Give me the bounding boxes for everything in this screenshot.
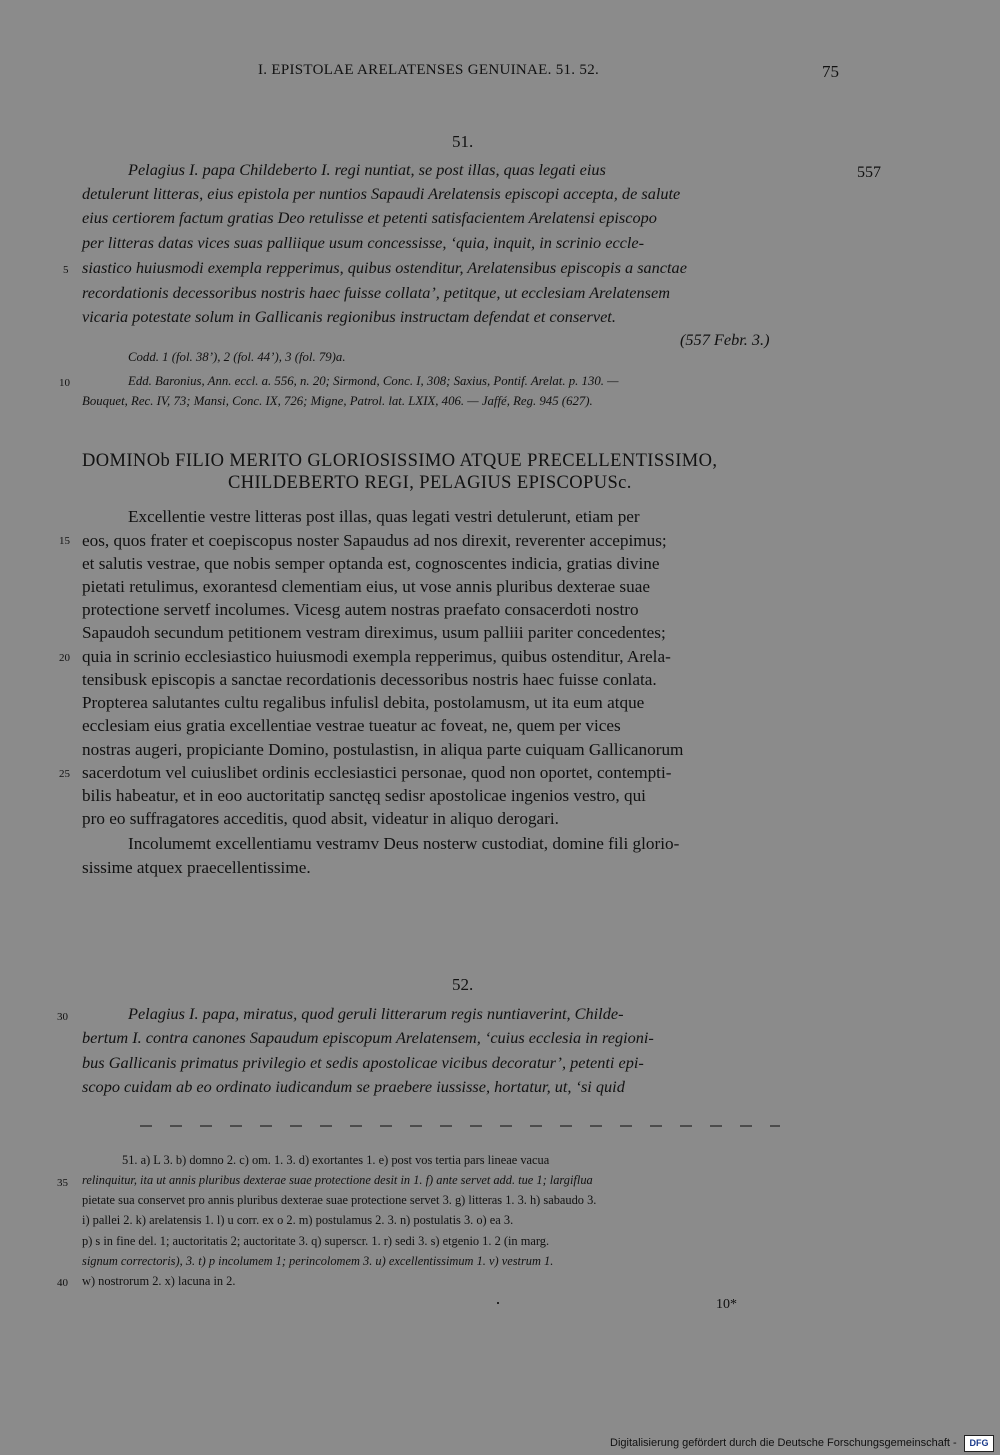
regest-line: vicaria potestate solum in Gallicanis regionibus instructam defendat et conservet. (82, 307, 616, 326)
footnote-line: relinquitur, ita ut annis pluribus dexterae suae protectione desit in 1. f) ante servet add. tue 1; largiflua (82, 1173, 593, 1187)
running-head: I. EPISTOLAE ARELATENSES GENUINAE. 51. 52. (258, 62, 600, 78)
regest-line: bertum I. contra canones Sapaudum episcopum Arelatensem, ‘cuius ecclesia in regioni- (82, 1028, 654, 1047)
regest-line: bus Gallicanis primatus privilegio et sedis apostolicae vicibus decoratur’, petenti epi- (82, 1053, 644, 1072)
body-line: eos, quos frater et coepiscopus noster Sapaudus ad nos direxit, reverenter accepimus; (82, 531, 667, 550)
body-line: et salutis vestrae, que nobis semper optanda est, cognoscentes indicia, gratias divine (82, 554, 660, 573)
footnote-line: 51. a) L 3. b) domno 2. c) om. 1. 3. d) exortantes 1. e) post vos tertia pars lineae vacua (122, 1153, 550, 1167)
stray-mark (497, 1302, 499, 1304)
body-line: bilis habeatur, et in eoo auctoritatip sanctęq sedisr apostolicae ingenios vestro, qui (82, 786, 646, 805)
codd-line: Codd. 1 (fol. 38’), 2 (fol. 44’), 3 (fol. 79)a. (128, 350, 346, 364)
body-line: Propterea salutantes cultu regalibus infulisl debita, postolamusm, ut ita eum atque (82, 693, 645, 712)
regest-line: eius certiorem factum gratias Deo retulisse et petenti satisfacientem Arelatensi episcopo (82, 208, 657, 227)
edd-line: Bouquet, Rec. IV, 73; Mansi, Conc. IX, 726; Migne, Patrol. lat. LXIX, 406. — Jaffé, Reg. 945 (627). (82, 394, 593, 408)
regest-line: Pelagius I. papa, miratus, quod geruli litterarum regis nuntiaverint, Childe- (128, 1004, 624, 1023)
footnote-line: signum correctoris), 3. t) p incolumem 1; perincolomem 3. u) excellentissimum 1. v) vestrum 1. (82, 1254, 554, 1268)
regest-line: scopo cuidam ab eo ordinato iudicandum se praebere iussisse, hortatur, ut, ‘si quid (82, 1077, 625, 1096)
regest-line: detulerunt litteras, eius epistola per nuntios Sapaudi Arelatensis episcopi accepta, de salute (82, 184, 681, 203)
letter-title: DOMINOb FILIO MERITO GLORIOSISSIMO ATQUE PRECELLENTISSIMO, (82, 451, 718, 471)
cut-off-line (140, 1125, 780, 1127)
body-line: Excellentie vestre litteras post illas, quas legati vestri detulerunt, etiam per (128, 507, 640, 526)
regest-line: siastico huiusmodi exempla repperimus, quibus ostenditur, Arelatensibus episcopis a sanctae (82, 258, 687, 277)
footnote-line: pietate sua conservet pro annis pluribus dexterae suae protectione servet 3. g) litteras 1. 3. h) sabaudo 3. (82, 1193, 597, 1207)
line-number: 15 (59, 535, 70, 547)
line-number: 35 (57, 1177, 68, 1189)
body-line: Sapaudoh secundum petitionem vestram direximus, usum palliii pariter concedentes; (82, 623, 666, 642)
signature-mark: 10* (716, 1297, 737, 1312)
footnote-line: p) s in fine del. 1; auctoritatis 2; auctoritate 3. q) superscr. 1. r) sedi 3. s) etgenio 1. 2 (in marg. (82, 1234, 550, 1248)
regest-date: (557 Febr. 3.) (680, 330, 770, 349)
credit-text: Digitalisierung gefördert durch die Deutsche Forschungsgemeinschaft - (610, 1437, 957, 1449)
line-number: 10 (59, 377, 70, 389)
dfg-logo-icon: DFG (964, 1435, 994, 1452)
regest-line: recordationis decessoribus nostris haec fuisse collata’, petitque, ut ecclesiam Arelatensem (82, 283, 670, 302)
line-number: 25 (59, 768, 70, 780)
letter-title: CHILDEBERTO REGI, PELAGIUS EPISCOPUSc. (228, 473, 632, 493)
body-line: pro eo suffragatores acceditis, quod absit, videatur in aliquo derogari. (82, 809, 559, 828)
body-line: protectione servetf incolumes. Vicesg autem nostras praefato consacerdoti nostro (82, 600, 639, 619)
footnote-line: w) nostrorum 2. x) lacuna in 2. (82, 1274, 236, 1288)
page-number: 75 (822, 62, 839, 81)
year-margin: 557 (857, 164, 881, 181)
body-line: sacerdotum vel cuiuslibet ordinis ecclesiastici personae, quod non oportet, contempti- (82, 763, 672, 782)
body-line: pietati retulimus, exorantesd clementiam eius, ut vose annis pluribus dexterae suae (82, 577, 650, 596)
line-number: 40 (57, 1277, 68, 1289)
line-number: 5 (63, 264, 69, 276)
footnote-line: i) pallei 2. k) arelatensis 1. l) u corr. ex o 2. m) postulamus 2. 3. n) postulatis 3. o) ea 3. (82, 1213, 514, 1227)
body-line: sissime atquex praecellentissime. (82, 858, 311, 877)
body-line: tensibusk episcopis a sanctae recordationis decessoribus nostris haec fuisse conlata. (82, 670, 657, 689)
body-line: nostras augeri, propiciante Domino, postulastisn, in aliqua parte cuiquam Gallicanorum (82, 740, 684, 759)
body-line: Incolumemt excellentiamu vestramv Deus nosterw custodiat, domine fili glorio- (128, 834, 680, 853)
line-number: 20 (59, 652, 70, 664)
line-number: 30 (57, 1011, 68, 1023)
letter-52-number: 52. (452, 975, 474, 994)
letter-51-number: 51. (452, 132, 474, 151)
body-line: ecclesiam eius gratia excellentiae vestrae tueatur ac foveat, ne, quem per vices (82, 716, 621, 735)
body-line: quia in scrinio ecclesiastico huiusmodi exempla repperimus, quibus ostenditur, Arela- (82, 647, 671, 666)
regest-line: Pelagius I. papa Childeberto I. regi nuntiat, se post illas, quas legati eius (128, 160, 606, 179)
edd-line: Edd. Baronius, Ann. eccl. a. 556, n. 20; Sirmond, Conc. I, 308; Saxius, Pontif. Arelat. p. 130. — (128, 374, 619, 388)
regest-line: per litteras datas vices suas palliique usum concessisse, ‘quia, inquit, in scrinio eccle- (82, 233, 645, 252)
